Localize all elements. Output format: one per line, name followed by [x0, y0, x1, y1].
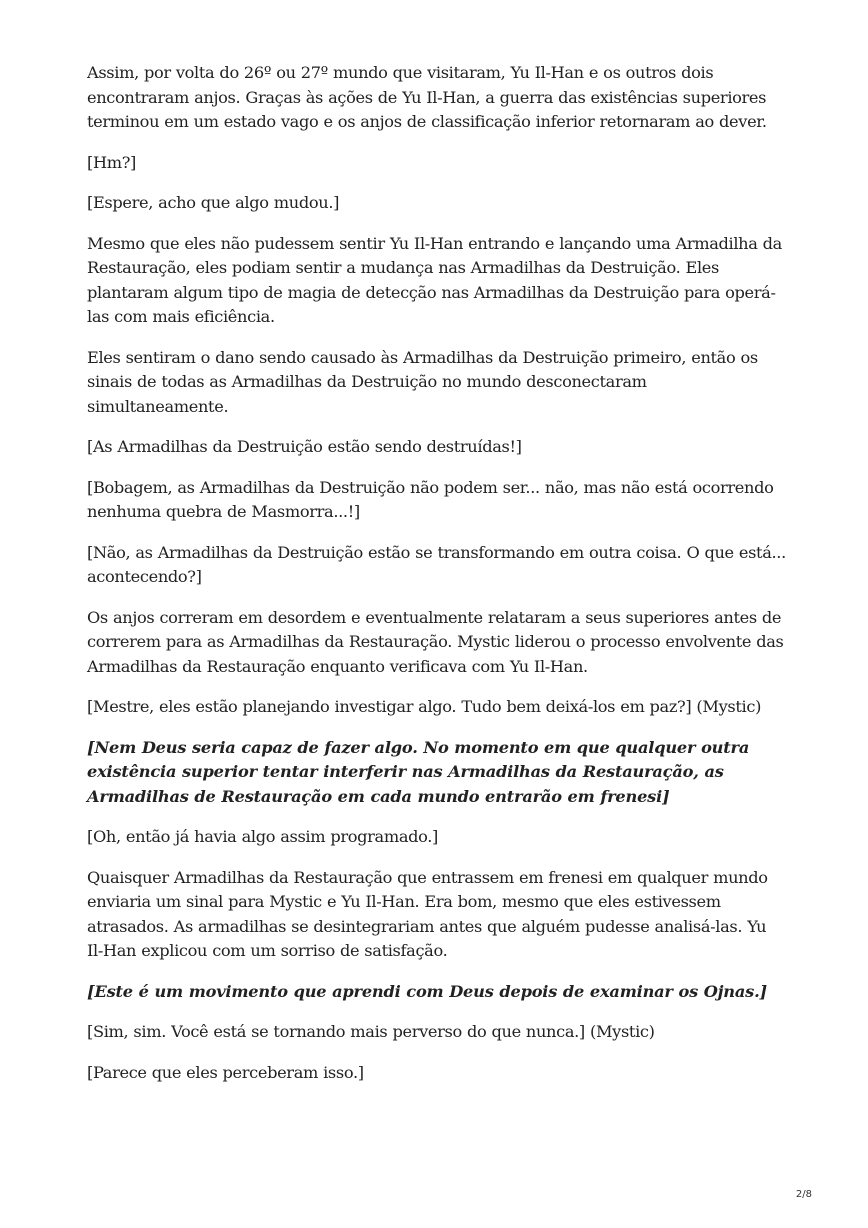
- emphasized-paragraph: [Este é um movimento que aprendi com Deus depois de examinar os Ojnas.]: [87, 981, 767, 1001]
- paragraph: [Parece que eles perceberam isso.]: [87, 1062, 364, 1082]
- paragraph: [As Armadilhas da Destruição estão sendo destruídas!]: [87, 437, 522, 456]
- paragraph: [Espere, acho que algo mudou.]: [87, 193, 340, 212]
- paragraph: [Mestre, eles estão planejando investigar algo. Tudo bem deixá-los em paz?] (Mystic): [87, 697, 762, 716]
- paragraph: Os anjos correram em desordem e eventualmente relataram a seus superiores antes de correrem para as Armadilhas da Restauração. Mystic liderou o processo envolvente das Armadilhas da Restauração enquanto verificava com Yu Il-Han.: [87, 607, 784, 676]
- paragraph: [Não, as Armadilhas da Destruição estão se transformando em outra coisa. O que está... acontecendo?]: [87, 542, 786, 586]
- document-body: [87, 61, 787, 1101]
- page-number: 2/8: [795, 1189, 812, 1200]
- paragraph: Eles sentiram o dano sendo causado às Armadilhas da Destruição primeiro, então os sinais de todas as Armadilhas da Destruição no mundo desconectaram simultaneamente.: [87, 347, 758, 416]
- paragraph: [Hm?]: [87, 152, 137, 172]
- paragraph: [Bobagem, as Armadilhas da Destruição não podem ser... não, mas não está ocorrendo nenhuma quebra de Masmorra...!]: [87, 477, 774, 521]
- emphasized-paragraph: [Nem Deus seria capaz de fazer algo. No momento em que qualquer outra existência superior tentar interferir nas Armadilhas da Restauração, as Armadilhas de Restauração em cada mundo entrarão em frenesi]: [87, 737, 750, 806]
- paragraph: Quaisquer Armadilhas da Restauração que entrassem em frenesi em qualquer mundo enviaria um sinal para Mystic e Yu Il-Han. Era bom, mesmo que eles estivessem atrasados. As armadilhas se desintegrariam antes que alguém pudesse analisá-las. Yu Il-Han explicou com um sorriso de satisfação.: [87, 867, 768, 960]
- paragraph: Mesmo que eles não pudessem sentir Yu Il-Han entrando e lançando uma Armadilha da Restauração, eles podiam sentir a mudança nas Armadilhas da Destruição. Eles plantaram algum tipo de magia de detecção nas Armadilhas da Destruição para operá-las com mais eficiência.: [87, 233, 782, 326]
- paragraph: [Oh, então já havia algo assim programado.]: [87, 827, 439, 846]
- paragraph: Assim, por volta do 26º ou 27º mundo que visitaram, Yu Il-Han e os outros dois encontraram anjos. Graças às ações de Yu Il-Han, a guerra das existências superiores terminou em um estado vago e os anjos de classificação inferior retornaram ao dever.: [87, 63, 767, 131]
- paragraph: [Sim, sim. Você está se tornando mais perverso do que nunca.] (Mystic): [87, 1022, 655, 1041]
